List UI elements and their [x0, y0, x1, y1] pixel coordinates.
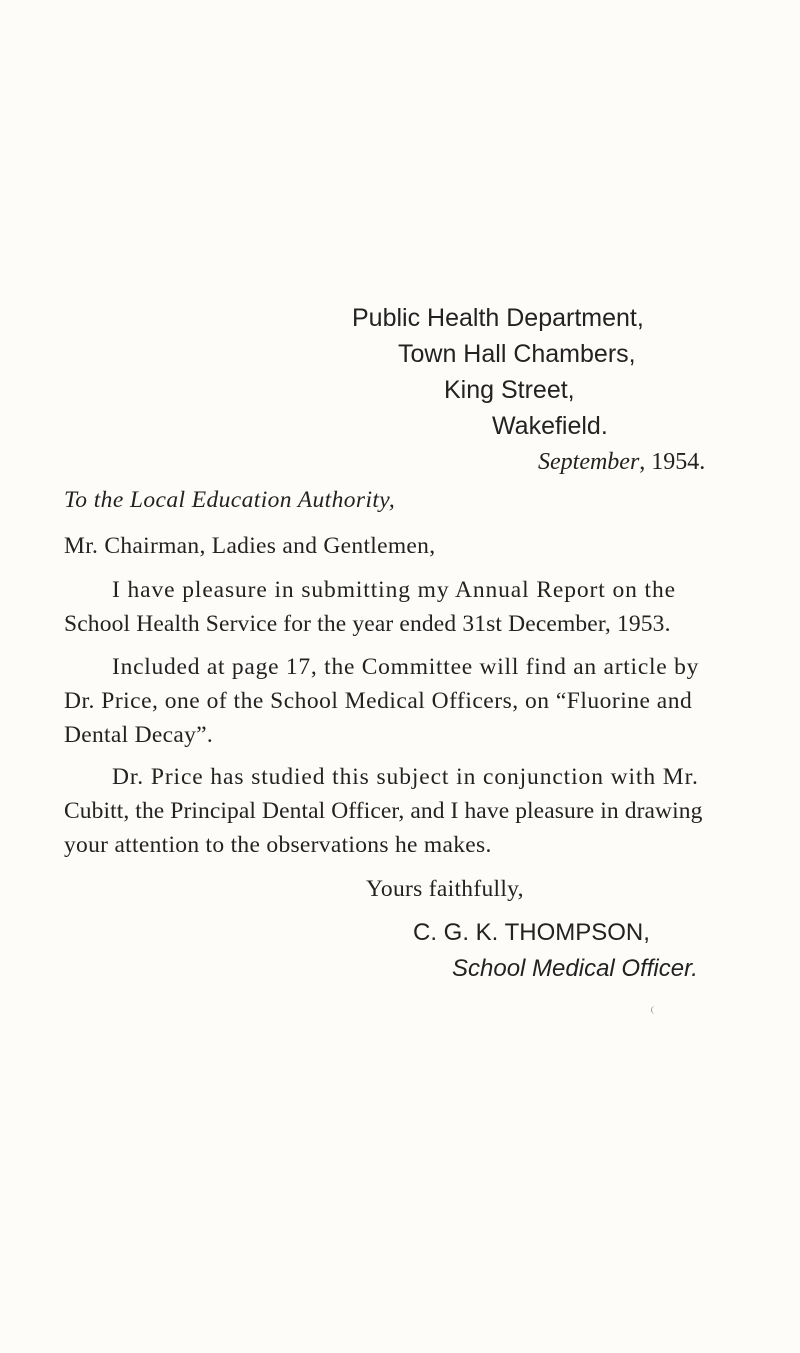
letter-date	[538, 447, 705, 477]
letterhead-city: Wakefield.	[492, 412, 608, 440]
date-year: , 1954.	[639, 449, 706, 475]
signature-title: School Medical Officer.	[452, 955, 698, 982]
paragraph-1-line-1: I have pleasure in submitting my Annual Report on the	[112, 577, 676, 603]
paragraph-2-line-3: Dental Decay”.	[64, 722, 214, 748]
paragraph-3-line-3: your attention to the observations he makes.	[64, 832, 492, 858]
letterhead-department: Public Health Department,	[352, 304, 644, 332]
paragraph-3-line-2: Cubitt, the Principal Dental Officer, and I have pleasure in drawing	[64, 798, 703, 824]
paragraph-2-line-1: Included at page 17, the Committee will find an article by	[112, 654, 700, 680]
salutation: Mr. Chairman, Ladies and Gentlemen,	[64, 533, 436, 559]
letterhead-building: Town Hall Chambers,	[398, 340, 636, 368]
date-month: September	[538, 449, 640, 475]
closing: Yours faithfully,	[366, 876, 524, 902]
paragraph-1-line-2: School Health Service for the year ended 31st December, 1953.	[64, 611, 671, 637]
addressee: To the Local Education Authority,	[64, 487, 396, 513]
stray-mark	[651, 1006, 656, 1014]
paragraph-3-line-1: Dr. Price has studied this subject in conjunction with Mr.	[112, 764, 699, 790]
paragraph-2-line-2: Dr. Price, one of the School Medical Officers, on “Fluorine and	[64, 688, 693, 714]
signature-name: C. G. K. THOMPSON,	[413, 919, 650, 946]
letterhead-street: King Street,	[444, 376, 575, 404]
